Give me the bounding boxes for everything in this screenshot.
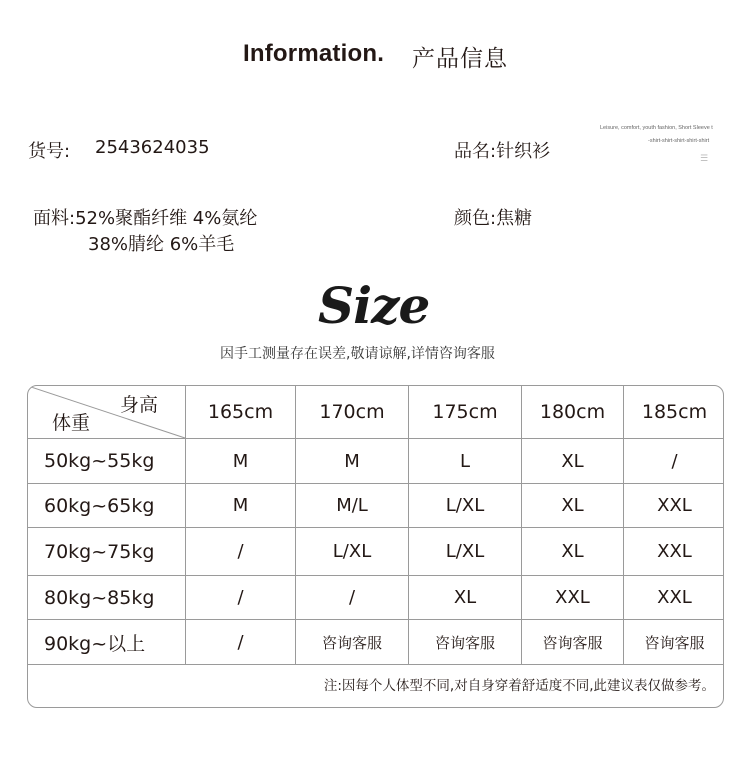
size-table [27, 385, 724, 708]
decor-tagline-2: -shirt-shirt-shirt-shirt-shirt [648, 138, 710, 144]
table-cell: M/L [336, 495, 368, 516]
table-cell: / [237, 541, 244, 562]
list-icon: ☰ [700, 154, 709, 164]
table-cell: 咨询客服 [321, 633, 382, 652]
table-cell: XL [561, 495, 584, 516]
fabric-line-2: 38%腈纶 6%羊毛 [88, 234, 235, 255]
column-header: 175cm [432, 401, 498, 423]
product-code-value: 2543624035 [95, 137, 210, 158]
page-title-en: Information. [243, 40, 385, 67]
column-header: 185cm [641, 401, 708, 423]
corner-height-label: 身高 [120, 394, 159, 416]
table-cell: / [237, 631, 244, 653]
table-cell: XXL [657, 587, 692, 608]
row-header: 60kg~65kg [44, 494, 155, 517]
table-cell: L [459, 450, 471, 472]
table-cell: 咨询客服 [644, 633, 705, 652]
table-cell: XL [453, 587, 477, 608]
table-cell: / [237, 587, 244, 608]
table-divider [28, 664, 724, 665]
table-cell: XL [561, 450, 584, 472]
table-cell: L/XL [445, 541, 485, 562]
size-title: Size [318, 276, 430, 335]
table-cell: L/XL [445, 495, 485, 516]
row-header: 50kg~55kg [44, 450, 155, 472]
table-cell: 咨询客服 [434, 633, 495, 652]
product-code-label: 货号: [28, 141, 71, 162]
fabric-line-1: 面料:52%聚酯纤维 4%氨纶 [33, 208, 258, 229]
size-table-footnote: 注:因每个人体型不同,对自身穿着舒适度不同,此建议表仅做参考。 [323, 678, 715, 694]
product-name: 品名:针织衫 [454, 141, 551, 162]
table-cell: L/XL [332, 541, 372, 562]
table-cell: / [348, 587, 356, 608]
table-cell: M [344, 450, 360, 472]
column-header: 180cm [539, 401, 606, 423]
table-cell: M [232, 450, 249, 472]
column-header: 170cm [319, 401, 385, 423]
corner-weight-label: 体重 [52, 412, 91, 434]
table-cell: 咨询客服 [542, 633, 603, 652]
decor-tagline: Leisure, comfort, youth fashion, Short Sleeve t [600, 125, 713, 131]
row-header: 80kg~85kg [44, 586, 155, 609]
table-cell: M [232, 495, 249, 516]
table-cell: XXL [657, 541, 692, 562]
table-cell: / [671, 450, 678, 472]
row-header: 70kg~75kg [44, 540, 155, 563]
product-color: 颜色:焦糖 [454, 208, 533, 229]
table-cell: XXL [555, 587, 590, 608]
size-measurement-note: 因手工测量存在误差,敬请谅解,详情咨询客服 [220, 346, 495, 362]
column-header: 165cm [207, 401, 274, 423]
page-title-cn: 产品信息 [412, 46, 508, 72]
row-header: 90kg~以上 [44, 632, 146, 655]
table-cell: XXL [657, 495, 692, 516]
table-cell: XL [561, 541, 584, 562]
